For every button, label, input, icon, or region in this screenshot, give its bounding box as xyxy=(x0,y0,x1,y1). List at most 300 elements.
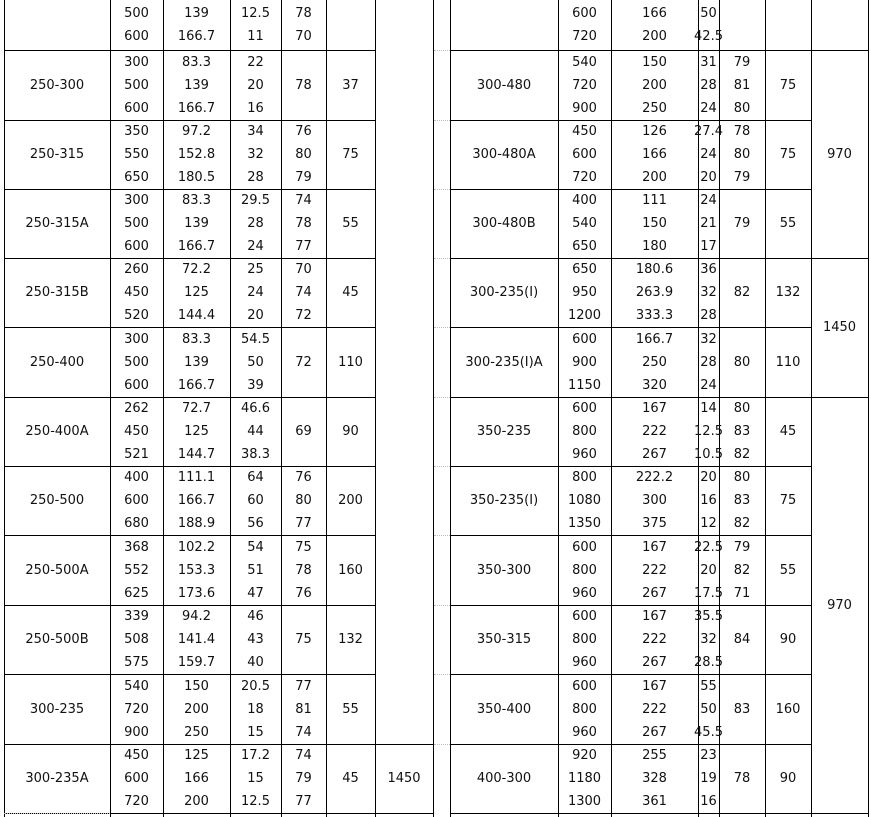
head-cell xyxy=(694,674,723,744)
column-border xyxy=(868,0,869,817)
flow-ls-cell-value: 83.3 xyxy=(182,193,211,208)
efficiency-cell-value: 74 xyxy=(295,748,312,763)
model-cell-text: 250-315A xyxy=(25,216,89,231)
head-cell-value: 54 xyxy=(247,539,264,555)
row-border xyxy=(811,813,869,814)
efficiency-cell-value: 79 xyxy=(733,216,751,231)
efficiency-cell-value: 80 xyxy=(295,493,312,508)
efficiency-cell-value: 82 xyxy=(733,447,751,462)
head-cell-value: 24 xyxy=(247,285,264,300)
flow-ls-cell-value: 200 xyxy=(642,77,667,93)
head-cell-value: 35.5 xyxy=(694,609,723,624)
flow-ls-cell-value: 167 xyxy=(642,678,667,694)
flow-ls-cell xyxy=(611,120,698,189)
model-cell xyxy=(450,258,558,327)
flow-ls-cell-value: 267 xyxy=(642,447,667,462)
head-cell-value: 50 xyxy=(700,6,717,21)
efficiency-cell-value: 77 xyxy=(295,239,312,254)
flow-ls-cell-value: 72.2 xyxy=(182,262,211,277)
power-cell-text: 90 xyxy=(342,424,359,439)
efficiency-cell-value: 79 xyxy=(733,539,751,555)
model-cell-text: 300-235(I)A xyxy=(465,354,543,370)
efficiency-cell-value: 80 xyxy=(733,401,751,416)
flow-m3h-cell-value: 550 xyxy=(124,147,149,162)
model-cell-text: 350-315 xyxy=(476,632,532,647)
flow-ls-cell-value: 152.8 xyxy=(177,147,216,162)
power-cell-text: 110 xyxy=(338,354,363,370)
head-cell-value: 24 xyxy=(700,100,717,116)
head-cell-value: 47 xyxy=(247,585,264,601)
efficiency-cell-value: 70 xyxy=(295,29,312,44)
flow-m3h-cell-value: 552 xyxy=(124,562,149,578)
efficiency-cell xyxy=(719,50,765,120)
flow-m3h-cell-value: 950 xyxy=(572,285,597,300)
flow-m3h-cell-value: 300 xyxy=(124,54,149,70)
efficiency-cell-value: 78 xyxy=(295,562,312,578)
efficiency-cell-value: 81 xyxy=(295,701,312,717)
model-cell-text: 300-235 xyxy=(29,701,85,717)
flow-ls-cell-value: 167 xyxy=(642,609,667,624)
flow-ls-cell-value: 94.2 xyxy=(182,609,211,624)
flow-ls-cell-value: 188.9 xyxy=(177,516,216,531)
head-cell-value: 20 xyxy=(700,562,717,578)
flow-m3h-cell-value: 680 xyxy=(124,516,149,531)
head-cell-value: 20 xyxy=(247,308,264,323)
flow-m3h-cell-value: 720 xyxy=(124,701,149,717)
head-cell-value: 22.5 xyxy=(694,539,723,555)
head-cell-value: 28.5 xyxy=(694,655,723,670)
power-cell xyxy=(765,674,811,744)
head-cell xyxy=(698,327,719,397)
head-cell-value: 16 xyxy=(700,493,717,508)
head-cell-value: 22 xyxy=(247,54,264,70)
efficiency-cell-value: 78 xyxy=(295,77,312,93)
power-cell-text: 55 xyxy=(779,216,797,231)
head-cell-value: 17 xyxy=(700,239,717,254)
head-cell-value: 12.5 xyxy=(241,6,270,21)
head-cell-value: 17.2 xyxy=(241,748,270,763)
flow-m3h-cell-value: 450 xyxy=(124,285,149,300)
flow-ls-cell-value: 300 xyxy=(642,493,667,508)
head-cell-value: 32 xyxy=(700,331,717,347)
flow-ls-cell-value: 166.7 xyxy=(635,331,674,347)
head-cell-value: 34 xyxy=(247,124,264,139)
efficiency-cell xyxy=(719,535,765,605)
flow-ls-cell xyxy=(611,535,698,605)
head-cell-value: 54.5 xyxy=(241,331,270,347)
model-cell xyxy=(450,327,558,397)
flow-m3h-cell-value: 1350 xyxy=(567,516,602,531)
flow-ls-cell-value: 250 xyxy=(184,724,209,740)
head-cell xyxy=(698,189,719,258)
flow-ls-cell-value: 139 xyxy=(184,6,209,21)
flow-m3h-cell-value: 1080 xyxy=(567,493,602,508)
head-cell xyxy=(698,258,719,327)
flow-m3h-cell xyxy=(558,50,611,120)
head-cell-value: 21 xyxy=(700,216,717,231)
model-cell-text: 250-500B xyxy=(25,632,89,647)
flow-m3h-cell-value: 800 xyxy=(572,424,597,439)
flow-m3h-cell-value: 960 xyxy=(572,724,597,740)
efficiency-cell-value: 78 xyxy=(295,6,312,21)
flow-m3h-cell-value: 500 xyxy=(124,6,149,21)
right-speed-970-top: 970 xyxy=(827,146,852,162)
efficiency-cell-value: 76 xyxy=(295,124,312,139)
flow-m3h-cell-value: 600 xyxy=(124,29,149,44)
efficiency-cell-value: 72 xyxy=(295,308,312,323)
efficiency-cell xyxy=(719,397,765,466)
power-cell-text: 55 xyxy=(342,701,359,717)
flow-ls-cell-value: 159.7 xyxy=(177,655,216,670)
flow-ls-cell-value: 125 xyxy=(184,285,209,300)
head-cell-value: 64 xyxy=(247,470,264,485)
flow-m3h-cell-value: 960 xyxy=(572,447,597,462)
flow-ls-cell-value: 97.2 xyxy=(182,124,211,139)
flow-ls-cell-value: 222 xyxy=(642,632,667,647)
flow-m3h-cell-value: 960 xyxy=(572,585,597,601)
power-cell-text: 90 xyxy=(779,771,797,786)
flow-ls-cell-value: 250 xyxy=(642,354,667,370)
model-cell-text: 350-400 xyxy=(476,701,532,717)
power-cell-text: 55 xyxy=(779,562,797,578)
head-cell-value: 20 xyxy=(700,170,717,185)
flow-ls-cell-value: 125 xyxy=(184,748,209,763)
power-cell-text: 75 xyxy=(779,77,797,93)
power-cell-text: 75 xyxy=(779,147,797,162)
head-cell-value: 42.5 xyxy=(694,29,723,44)
flow-m3h-cell-value: 650 xyxy=(572,262,597,277)
flow-ls-cell-value: 111.1 xyxy=(177,470,216,485)
model-cell-text: 400-300 xyxy=(476,771,532,786)
power-cell-text: 75 xyxy=(342,147,359,162)
flow-m3h-cell-value: 600 xyxy=(124,493,149,508)
efficiency-cell-value: 77 xyxy=(295,794,312,809)
flow-m3h-cell-value: 650 xyxy=(124,170,149,185)
flow-m3h-cell-value: 800 xyxy=(572,562,597,578)
flow-m3h-cell-value: 521 xyxy=(124,447,149,462)
flow-ls-cell-value: 139 xyxy=(184,354,209,370)
power-cell-text: 55 xyxy=(342,216,359,231)
efficiency-cell-value: 79 xyxy=(295,170,312,185)
power-cell xyxy=(765,327,811,397)
head-cell-value: 17.5 xyxy=(694,585,723,601)
flow-ls-cell-value: 320 xyxy=(642,377,667,393)
efficiency-cell-value: 76 xyxy=(295,585,312,601)
efficiency-cell-value: 77 xyxy=(295,516,312,531)
efficiency-cell-value: 77 xyxy=(295,678,312,694)
flow-ls-cell-value: 166.7 xyxy=(177,377,216,393)
flow-ls-cell-value: 200 xyxy=(184,701,209,717)
head-cell-value: 20 xyxy=(247,77,264,93)
flow-ls-cell-value: 200 xyxy=(642,170,667,185)
head-cell-value: 40 xyxy=(247,655,264,670)
flow-ls-cell-value: 102.2 xyxy=(177,539,216,555)
flow-ls-cell xyxy=(611,50,698,120)
flow-ls-cell-value: 200 xyxy=(642,29,667,44)
flow-ls-cell xyxy=(611,0,698,50)
model-cell-text: 250-500 xyxy=(29,493,85,508)
flow-m3h-cell-value: 540 xyxy=(124,678,149,694)
flow-ls-cell-value: 166 xyxy=(642,147,667,162)
head-cell-value: 46 xyxy=(247,609,264,624)
head-cell-value: 24 xyxy=(247,239,264,254)
flow-m3h-cell-value: 368 xyxy=(124,539,149,555)
flow-m3h-cell xyxy=(558,258,611,327)
flow-ls-cell-value: 141.4 xyxy=(177,632,216,647)
flow-ls-cell-value: 267 xyxy=(642,585,667,601)
flow-m3h-cell-value: 450 xyxy=(124,424,149,439)
flow-m3h-cell-value: 1300 xyxy=(567,794,602,809)
head-cell xyxy=(694,605,723,674)
flow-m3h-cell-value: 600 xyxy=(124,377,149,393)
head-cell xyxy=(698,50,719,120)
efficiency-cell-value: 79 xyxy=(733,54,751,70)
flow-ls-cell-value: 180 xyxy=(642,239,667,254)
flow-ls-cell-value: 250 xyxy=(642,100,667,116)
flow-m3h-cell-value: 800 xyxy=(572,632,597,647)
power-cell-text: 160 xyxy=(775,701,801,717)
flow-ls-cell-value: 267 xyxy=(642,724,667,740)
power-cell xyxy=(765,605,811,674)
head-cell-value: 56 xyxy=(247,516,264,531)
efficiency-cell-value: 82 xyxy=(733,516,751,531)
flow-ls-cell-value: 150 xyxy=(642,54,667,70)
flow-ls-cell-value: 166.7 xyxy=(177,100,216,116)
power-cell xyxy=(765,535,811,605)
efficiency-cell-value: 80 xyxy=(733,470,751,485)
efficiency-cell xyxy=(719,189,765,258)
flow-m3h-cell-value: 260 xyxy=(124,262,149,277)
flow-ls-cell-value: 167 xyxy=(642,401,667,416)
head-cell-value: 18 xyxy=(247,701,264,717)
model-cell-text: 250-315B xyxy=(25,285,89,300)
efficiency-cell-value: 71 xyxy=(733,585,751,601)
model-cell-text: 350-235(I) xyxy=(469,493,539,508)
efficiency-cell-value: 79 xyxy=(733,170,751,185)
flow-m3h-cell-value: 400 xyxy=(124,470,149,485)
head-cell-value: 29.5 xyxy=(241,193,270,208)
flow-m3h-cell-value: 600 xyxy=(124,771,149,786)
flow-m3h-cell-value: 600 xyxy=(572,331,597,347)
flow-ls-cell-value: 125 xyxy=(184,424,209,439)
head-cell-value: 16 xyxy=(247,100,264,116)
efficiency-cell-value: 84 xyxy=(733,632,751,647)
flow-m3h-cell-value: 1180 xyxy=(567,771,602,786)
flow-ls-cell-value: 144.7 xyxy=(177,447,216,462)
head-cell-value: 20.5 xyxy=(241,678,270,694)
efficiency-cell-value: 82 xyxy=(733,285,751,300)
head-cell xyxy=(694,0,723,50)
efficiency-cell xyxy=(719,605,765,674)
efficiency-cell-value: 74 xyxy=(295,285,312,300)
flow-ls-cell xyxy=(611,466,698,535)
efficiency-cell-value: 78 xyxy=(733,771,751,786)
power-cell xyxy=(765,744,811,813)
model-cell xyxy=(450,744,558,813)
head-cell-value: 45.5 xyxy=(694,724,723,740)
flow-m3h-cell-value: 400 xyxy=(572,193,597,208)
left-speed-1450: 1450 xyxy=(387,771,421,786)
head-cell-value: 24 xyxy=(700,193,717,208)
flow-ls-cell-value: 144.4 xyxy=(177,308,216,323)
head-cell-value: 19 xyxy=(700,771,717,786)
efficiency-cell-value: 74 xyxy=(295,724,312,740)
flow-ls-cell xyxy=(611,258,698,327)
model-cell-text: 350-235 xyxy=(476,424,532,439)
flow-ls-cell-value: 150 xyxy=(642,216,667,231)
flow-m3h-cell-value: 350 xyxy=(124,124,149,139)
head-cell xyxy=(694,535,723,605)
head-cell-value: 36 xyxy=(700,262,717,277)
efficiency-cell-value: 75 xyxy=(295,632,312,647)
flow-ls-cell-value: 139 xyxy=(184,216,209,231)
head-cell-value: 20 xyxy=(700,470,717,485)
flow-ls-cell-value: 263.9 xyxy=(635,285,674,300)
flow-ls-cell-value: 328 xyxy=(642,771,667,786)
flow-m3h-cell-value: 600 xyxy=(572,6,597,21)
head-cell-value: 10.5 xyxy=(694,447,723,462)
flow-m3h-cell-value: 800 xyxy=(572,470,597,485)
model-cell-text: 250-400A xyxy=(25,424,89,439)
flow-ls-cell xyxy=(611,327,698,397)
efficiency-cell-value: 74 xyxy=(295,193,312,208)
model-cell-text: 350-300 xyxy=(476,562,532,578)
head-cell-value: 38.3 xyxy=(241,447,270,462)
head-cell xyxy=(694,397,723,466)
power-cell xyxy=(765,189,811,258)
flow-ls-cell-value: 83.3 xyxy=(182,54,211,70)
head-cell-value: 28 xyxy=(700,354,717,370)
flow-ls-cell-value: 111 xyxy=(642,193,667,208)
flow-m3h-cell-value: 600 xyxy=(572,147,597,162)
efficiency-cell xyxy=(719,744,765,813)
flow-ls-cell-value: 180.5 xyxy=(177,170,216,185)
flow-ls-cell xyxy=(611,189,698,258)
head-cell-value: 24 xyxy=(700,147,717,162)
model-cell xyxy=(450,120,558,189)
power-cell-text: 45 xyxy=(342,285,359,300)
power-cell-text: 110 xyxy=(775,354,801,370)
flow-ls-cell-value: 166 xyxy=(184,771,209,786)
head-cell-value: 46.6 xyxy=(241,401,270,416)
power-cell-text: 75 xyxy=(779,493,797,508)
flow-ls-cell-value: 150 xyxy=(184,678,209,694)
flow-ls-cell-value: 222.2 xyxy=(635,470,674,485)
head-cell-value: 12.5 xyxy=(694,424,723,439)
flow-m3h-cell-value: 720 xyxy=(572,170,597,185)
model-cell-text: 250-500A xyxy=(25,562,89,578)
flow-m3h-cell xyxy=(558,744,611,813)
flow-m3h-cell-value: 650 xyxy=(572,239,597,254)
flow-ls-cell-value: 222 xyxy=(642,562,667,578)
power-cell-text: 132 xyxy=(338,632,363,647)
head-cell-value: 55 xyxy=(700,678,717,694)
flow-m3h-cell xyxy=(558,327,611,397)
head-cell-value: 51 xyxy=(247,562,264,578)
flow-m3h-cell-value: 800 xyxy=(572,701,597,717)
efficiency-cell-value: 82 xyxy=(733,562,751,578)
flow-ls-cell-value: 267 xyxy=(642,655,667,670)
model-cell xyxy=(450,50,558,120)
model-cell xyxy=(450,189,558,258)
flow-m3h-cell-value: 600 xyxy=(572,609,597,624)
efficiency-cell-value: 70 xyxy=(295,262,312,277)
model-cell xyxy=(450,535,558,605)
flow-m3h-cell-value: 500 xyxy=(124,354,149,370)
flow-m3h-cell-value: 600 xyxy=(572,401,597,416)
flow-m3h-cell-value: 300 xyxy=(124,331,149,347)
efficiency-cell xyxy=(719,327,765,397)
head-cell-value: 14 xyxy=(700,401,717,416)
flow-ls-cell-value: 333.3 xyxy=(635,308,674,323)
flow-m3h-cell xyxy=(558,397,611,466)
model-cell-text: 300-480B xyxy=(472,216,536,231)
flow-m3h-cell-value: 600 xyxy=(572,678,597,694)
flow-m3h-cell-value: 450 xyxy=(124,748,149,763)
head-cell-value: 15 xyxy=(247,724,264,740)
power-cell xyxy=(765,258,811,327)
power-cell-text: 37 xyxy=(342,77,359,93)
flow-m3h-cell-value: 575 xyxy=(124,655,149,670)
head-cell-value: 12 xyxy=(700,516,717,531)
head-cell-value: 50 xyxy=(247,354,264,370)
efficiency-cell xyxy=(719,0,765,50)
head-cell-value: 15 xyxy=(247,771,264,786)
flow-m3h-cell-value: 600 xyxy=(124,100,149,116)
efficiency-cell-value: 80 xyxy=(733,147,751,162)
flow-ls-cell-value: 83.3 xyxy=(182,331,211,347)
power-cell-text: 132 xyxy=(775,285,801,300)
model-cell xyxy=(450,397,558,466)
right-speed-1450: 1450 xyxy=(822,320,857,335)
flow-m3h-cell-value: 1200 xyxy=(567,308,602,323)
head-cell-value: 23 xyxy=(700,748,717,763)
flow-ls-cell-value: 166.7 xyxy=(177,493,216,508)
efficiency-cell-value: 69 xyxy=(295,424,312,439)
flow-m3h-cell xyxy=(558,189,611,258)
right-speed-970-bottom: 970 xyxy=(827,597,852,613)
efficiency-cell-value: 83 xyxy=(733,701,751,717)
flow-ls-cell-value: 361 xyxy=(642,794,667,809)
head-cell xyxy=(694,120,723,189)
flow-ls-cell-value: 126 xyxy=(642,124,667,139)
power-cell-text: 160 xyxy=(338,562,363,578)
model-cell-text: 300-235A xyxy=(25,771,89,786)
flow-m3h-cell-value: 500 xyxy=(124,216,149,231)
flow-m3h-cell-value: 540 xyxy=(572,54,597,70)
head-cell-value: 12.5 xyxy=(241,794,270,809)
flow-m3h-cell-value: 920 xyxy=(572,748,597,763)
flow-m3h-cell-value: 625 xyxy=(124,585,149,601)
efficiency-cell-value: 79 xyxy=(295,771,312,786)
flow-ls-cell-value: 139 xyxy=(184,77,209,93)
flow-ls-cell-value: 180.6 xyxy=(635,262,674,277)
head-cell-value: 25 xyxy=(247,262,264,277)
model-cell-text: 250-400 xyxy=(29,354,85,370)
efficiency-cell-value: 78 xyxy=(733,124,751,139)
model-cell xyxy=(450,674,558,744)
flow-ls-cell xyxy=(611,605,698,674)
flow-m3h-cell-value: 900 xyxy=(124,724,149,740)
flow-m3h-cell-value: 520 xyxy=(124,308,149,323)
model-cell-text: 300-235(I) xyxy=(469,285,539,300)
flow-m3h-cell-value: 720 xyxy=(572,29,597,44)
efficiency-cell-value: 76 xyxy=(295,470,312,485)
flow-m3h-cell xyxy=(558,120,611,189)
model-cell xyxy=(450,466,558,535)
head-cell xyxy=(698,466,719,535)
model-cell-text: 250-315 xyxy=(29,147,85,162)
